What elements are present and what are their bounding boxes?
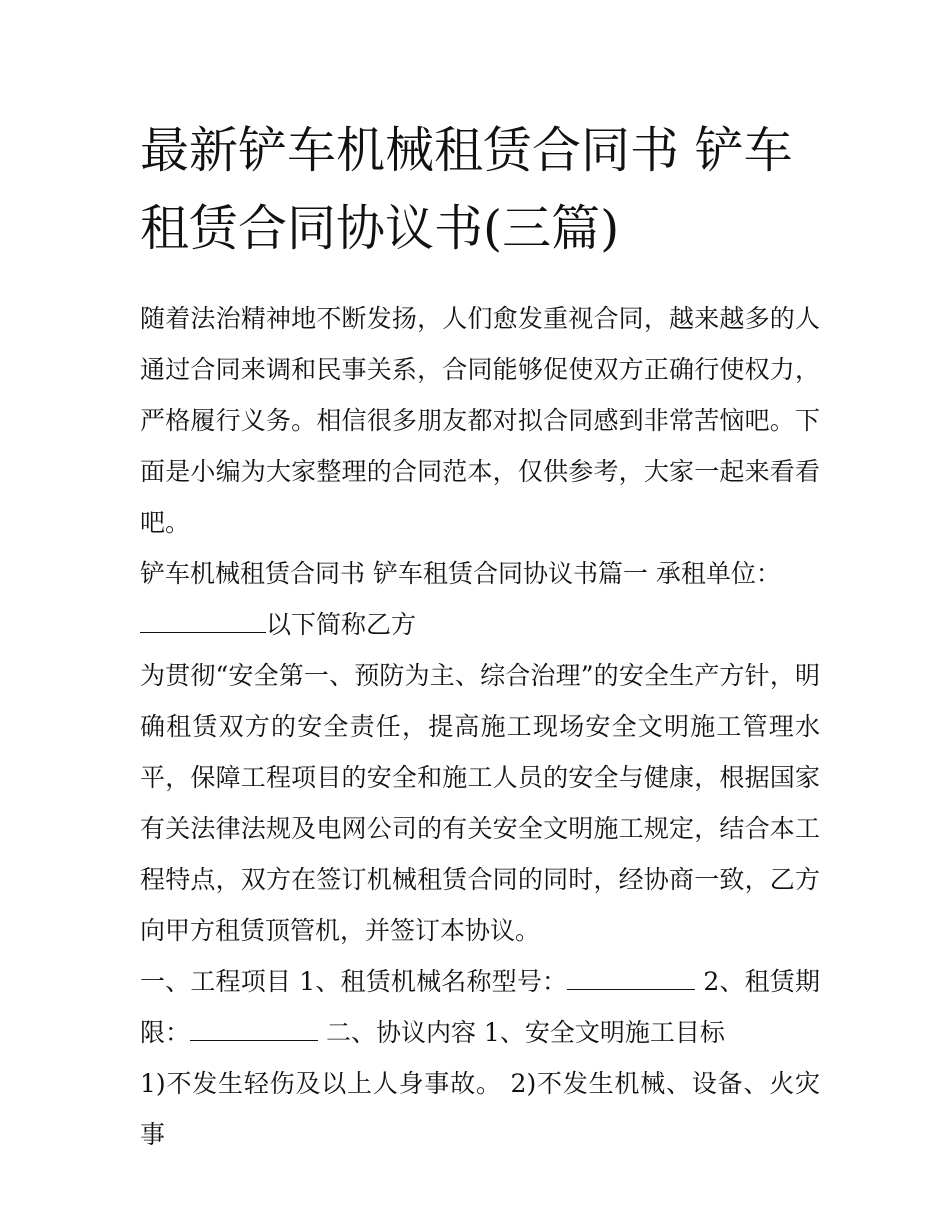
intro-paragraph: 随着法治精神地不断发扬，人们愈发重视合同，越来越多的人通过合同来调和民事关系，合同能够促使双方正确行使权力，严格履行义务。相信很多朋友都对拟合同感到非常苦恼吧。下面是小编为大家整理的合同范本，仅供参考，大家一起来看看吧。 xyxy=(140,304,820,537)
goals-paragraph: 1)不发生轻伤及以上人身事故。 2)不发生机械、设备、火灾事 xyxy=(140,1069,820,1149)
document-title: 最新铲车机械租赁合同书 铲车租赁合同协议书(三篇) xyxy=(140,122,793,257)
document-page xyxy=(140,0,820,1160)
machine-model-blank xyxy=(567,963,695,990)
purpose-paragraph: 为贯彻“安全第一、预防为主、综合治理”的安全生产方针，明确租赁双方的安全责任，提高施工现场安全文明施工管理水平，保障工程项目的安全和施工人员的安全与健康，根据国家有关法律法规及电网公司的有关安全文明施工规定，结合本工程特点，双方在签订机械租赁合同的同时，经协商一致，乙方向甲方租赁顶管机，并签订本协议。 xyxy=(140,661,820,945)
section-heading xyxy=(140,548,820,650)
clauses-paragraph xyxy=(140,956,820,1058)
lessee-suffix: 以下简称乙方 xyxy=(266,610,417,639)
clause-item2: 2、租赁期限： xyxy=(140,967,821,1047)
clause-item3: 二、协议内容 1、安全文明施工目标 xyxy=(318,1018,725,1047)
lessee-line xyxy=(140,599,820,650)
clause-item1: 一、工程项目 1、租赁机械名称型号： xyxy=(140,967,568,996)
lessee-blank xyxy=(140,606,266,633)
lease-term-blank xyxy=(190,1014,318,1041)
section-heading-text: 铲车机械租赁合同书 铲车租赁合同协议书篇一 承租单位： xyxy=(140,559,781,588)
